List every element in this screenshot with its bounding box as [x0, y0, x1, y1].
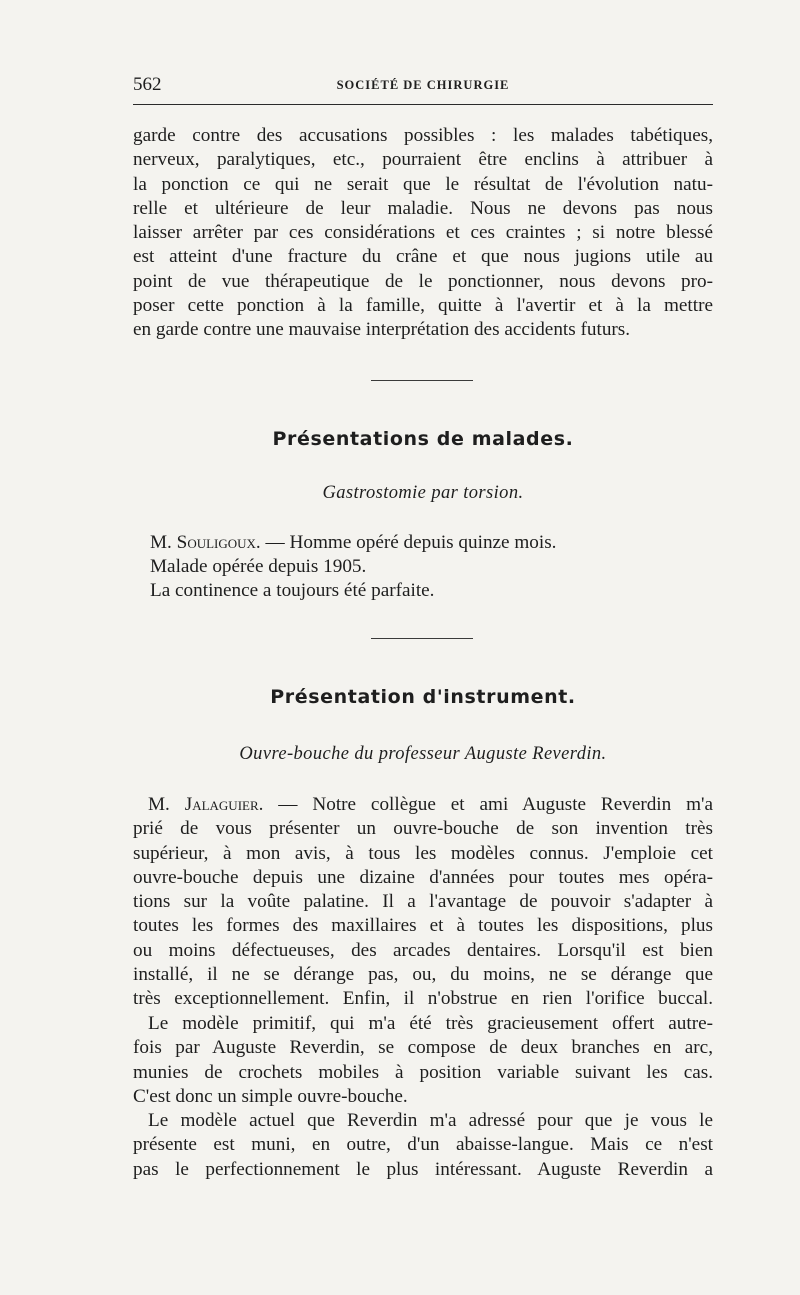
author-name: M. Jalaguier.	[148, 794, 264, 815]
text-line: tions sur la voûte palatine. Il a l'avantage de pouvoir s'adapter à	[133, 891, 713, 913]
header-rule	[133, 104, 713, 105]
text-line: supérieur, à mon avis, à tous les modèles connus. J'emploie cet	[133, 842, 713, 864]
text-line: laisser arrêter par ces considérations et ces craintes ; si notre blessé	[133, 222, 713, 244]
page-number: 562	[133, 74, 162, 95]
subheading-gastrostomie: Gastrostomie par torsion.	[322, 483, 524, 503]
text-line: pas le perfectionnement le plus intéressant. Auguste Reverdin a	[133, 1158, 713, 1180]
text-line: très exceptionnellement. Enfin, il n'obstrue en rien l'orifice buccal.	[133, 988, 713, 1010]
text-line: présente est muni, en outre, d'un abaisse-langue. Mais ce n'est	[133, 1134, 713, 1156]
subheading-ouvre-bouche: Ouvre-bouche du professeur Auguste Reverdin.	[239, 744, 607, 764]
section-separator	[371, 380, 473, 381]
text-line: La continence a toujours été parfaite.	[150, 580, 435, 601]
text-line: munies de crochets mobiles à position variable suivant les cas.	[133, 1061, 713, 1083]
text-line: la ponction ce qui ne serait que le résultat de l'évolution natu-	[133, 173, 713, 195]
author-name: M. Souligoux.	[150, 532, 261, 553]
text-line: ouvre-bouche depuis une dizaine d'années pour toutes mes opéra-	[133, 866, 713, 888]
text-line: prié de vous présenter un ouvre-bouche de son invention très	[133, 818, 713, 840]
text-line: fois par Auguste Reverdin, se compose de deux branches en arc,	[133, 1037, 713, 1059]
souligoux-presentation	[150, 531, 710, 603]
section-heading-instrument: Présentation d'instrument.	[270, 686, 576, 708]
text-line: point de vue thérapeutique de le ponctionner, nous devons pro-	[133, 270, 713, 292]
section-separator	[371, 638, 473, 639]
author-text: — Notre collègue et ami Auguste Reverdin m'a	[263, 794, 714, 815]
text-line: installé, il ne se dérange pas, ou, du moins, ne se dérange que	[133, 964, 713, 986]
section-heading-malades: Présentations de malades.	[272, 428, 574, 450]
text-line: relle et ultérieure de leur maladie. Nous ne devons pas nous	[133, 197, 713, 219]
text-line: ou moins défectueuses, des arcades dentaires. Lorsqu'il est bien	[133, 939, 713, 961]
paragraph-ponction	[133, 124, 713, 343]
text-line: garde contre des accusations possibles : les malades tabétiques,	[133, 125, 713, 146]
paragraph-modele-actuel	[133, 1109, 713, 1182]
text-line: est atteint d'une fracture du crâne et que nous jugions utile au	[133, 246, 713, 268]
text-line: nerveux, paralytiques, etc., pourraient être enclins à attribuer à	[133, 149, 713, 171]
paragraph-jalaguier	[133, 793, 713, 1012]
text-line: toutes les formes des maxillaires et à toutes les dispositions, plus	[133, 915, 713, 937]
text-line	[150, 531, 710, 555]
text-line: Malade opérée depuis 1905.	[150, 556, 367, 577]
text-line: poser cette ponction à la famille, quitte à l'avertir et à la mettre	[133, 295, 713, 317]
text-line: Le modèle actuel que Reverdin m'a adressé pour que je vous le	[148, 1110, 713, 1131]
text-line: Le modèle primitif, qui m'a été très gracieusement offert autre-	[148, 1013, 713, 1034]
text-line: en garde contre une mauvaise interprétation des accidents futurs.	[133, 319, 631, 341]
paragraph-modele-primitif	[133, 1012, 713, 1109]
text-line: C'est donc un simple ouvre-bouche.	[133, 1085, 408, 1107]
running-head	[133, 70, 713, 96]
author-text: — Homme opéré depuis quinze mois.	[260, 532, 557, 553]
text-line	[133, 793, 713, 817]
journal-title: SOCIÉTÉ DE CHIRURGIE	[336, 78, 510, 92]
